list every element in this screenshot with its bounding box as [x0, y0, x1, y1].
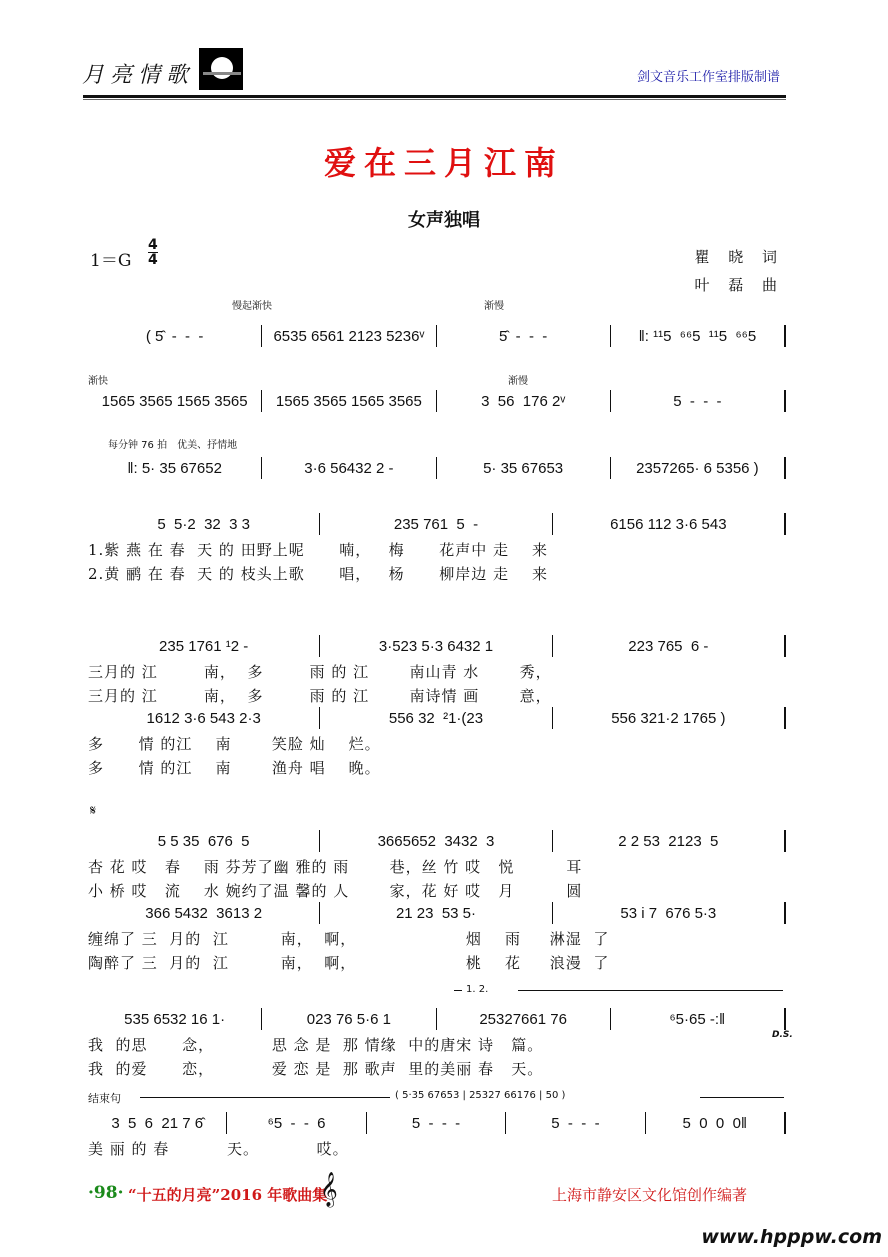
measure: 1565 3565 1565 3565 — [262, 390, 436, 412]
measure: ( 5̂ - - - — [88, 325, 262, 347]
notation-row — [88, 902, 786, 924]
treble-clef-icon: 𝄞 — [320, 1172, 338, 1207]
publisher: 上海市静安区文化馆创作编著 — [552, 1186, 748, 1204]
measure: 3·6 56432 2 - — [262, 457, 436, 479]
measure: 366 5432 3613 2 — [88, 902, 320, 924]
measure: 3 5 6 21 7 6̂ — [88, 1112, 227, 1134]
measure: 5 - - - — [367, 1112, 506, 1134]
lyric-line: 三月的 江 南， 多 雨 的 江 南山青 水 秀， — [88, 663, 552, 681]
lyric-line: 美 丽 的 春 天。 哎。 — [88, 1140, 349, 1158]
lyric-line: 我 的思 念， 思 念 是 那 情缘 中的唐宋 诗 篇。 — [88, 1036, 544, 1054]
measure: 1565 3565 1565 3565 — [88, 390, 262, 412]
studio-credit: 剑文音乐工作室排版制谱 — [636, 70, 780, 85]
notation-row — [88, 1008, 786, 1030]
lyric-line: 三月的 江 南， 多 雨 的 江 南诗情 画 意， — [88, 687, 552, 705]
tempo-mark: 渐快 — [88, 376, 108, 387]
coda-label: 结束句 — [88, 1092, 121, 1105]
logo-moon-icon — [199, 48, 243, 90]
logo-text: 月亮情歌 — [82, 63, 195, 88]
tempo-mark: 慢起渐快 — [232, 301, 272, 312]
notation-row — [88, 325, 786, 347]
measure: 5̂ - - - — [437, 325, 611, 347]
measure: ⁶5 - - 6 — [227, 1112, 366, 1134]
tempo-instruction: 每分钟 76 拍 优美、抒情地 — [108, 440, 238, 451]
measure: 235 1761 ¹2 - — [88, 635, 320, 657]
lyric-line: 陶醉了 三 月的 江 南， 啊， 桃 花 浪漫 了 — [88, 954, 610, 972]
measure: 21 23 53 5· — [320, 902, 552, 924]
measure: 535 6532 16 1· — [88, 1008, 262, 1030]
song-subtitle: 女声独唱 — [408, 210, 480, 231]
composer: 叶 磊 曲 — [694, 276, 784, 294]
measure: 235 761 5 - — [320, 513, 552, 535]
header-rule — [83, 95, 786, 98]
measure: 5 0 0 0‖ — [646, 1112, 786, 1134]
lyric-line: 2.黄 鹂 在 春 天 的 枝头上歌 唱， 杨 柳岸边 走 来 — [88, 565, 549, 583]
tempo-mark: 渐慢 — [508, 376, 528, 387]
measure: 2 2 53 2123 5 — [553, 830, 786, 852]
measure: 2357265· 6 5356 ) — [611, 457, 786, 479]
notation-row — [88, 635, 786, 657]
measure: 25327661 76 — [437, 1008, 611, 1030]
measure: ‖: ¹¹5 ⁶⁶5 ¹¹5 ⁶⁶5 — [611, 325, 786, 347]
lyric-line: 多 情 的江 南 渔舟 唱 晚。 — [88, 759, 381, 777]
time-top: 4 — [148, 237, 158, 253]
volta-mark: 1. 2. — [466, 984, 489, 995]
lyric-line: 我 的爱 恋， 爱 恋 是 那 歌声 里的美丽 春 天。 — [88, 1060, 544, 1078]
watermark: www.hpppw.com — [701, 1226, 882, 1248]
measure: 5 5 35 676 5 — [88, 830, 320, 852]
measure: 3·523 5·3 6432 1 — [320, 635, 552, 657]
measure: ‖: 5· 35 67652 — [88, 457, 262, 479]
book-title: “十五的月亮”2016 年歌曲集 — [128, 1186, 328, 1204]
page-number: ·98· — [88, 1183, 124, 1203]
segno-mark: 𝄋 — [90, 803, 97, 819]
measure: 556 321·2 1765 ) — [553, 707, 786, 729]
measure: ⁶5·65 -:‖ — [611, 1008, 786, 1030]
measure: 556 32 ²1·(23 — [320, 707, 552, 729]
song-title: 爱在三月江南 — [323, 144, 564, 182]
time-signature — [148, 238, 158, 267]
notation-row — [88, 513, 786, 535]
measure: 6156 112 3·6 543 — [553, 513, 786, 535]
header-rule-thin — [83, 99, 786, 100]
measure: 5 - - - — [506, 1112, 645, 1134]
ds-mark: D.S. — [772, 1030, 793, 1040]
measure: 223 765 6 - — [553, 635, 786, 657]
notation-row — [88, 830, 786, 852]
coda-interlude: ( 5·35 67653 | 25327 66176 | 50 ) — [395, 1090, 566, 1101]
measure: 1612 3·6 543 2·3 — [88, 707, 320, 729]
notation-row — [88, 390, 786, 412]
measure: 5 - - - — [611, 390, 786, 412]
notation-row — [88, 457, 786, 479]
measure: 53 i 7 676 5·3 — [553, 902, 786, 924]
lyric-line: 1.紫 燕 在 春 天 的 田野上呢 喃， 梅 花声中 走 来 — [88, 541, 549, 559]
lyric-line: 小 桥 哎 流 水 婉约了温 馨的 人 家，花 好 哎 月 圆 — [88, 882, 583, 900]
lyric-line: 杏 花 哎 春 雨 芬芳了幽 雅的 雨 巷，丝 竹 哎 悦 耳 — [88, 858, 583, 876]
time-bottom: 4 — [148, 252, 158, 268]
lyricist: 瞿 晓 词 — [694, 248, 784, 266]
key-signature: 1＝G — [90, 251, 132, 271]
notation-row — [88, 1112, 786, 1134]
notation-row — [88, 707, 786, 729]
measure: 3665652 3432 3 — [320, 830, 552, 852]
measure: 023 76 5·6 1 — [262, 1008, 436, 1030]
measure: 6535 6561 2123 5236ᵛ — [262, 325, 436, 347]
measure: 3 56 176 2ᵛ — [437, 390, 611, 412]
lyric-line: 多 情 的江 南 笑脸 灿 烂。 — [88, 735, 381, 753]
measure: 5 5·2 32 3 3 — [88, 513, 320, 535]
tempo-mark: 渐慢 — [484, 301, 504, 312]
lyric-line: 缠绵了 三 月的 江 南， 啊， 烟 雨 淋湿 了 — [88, 930, 610, 948]
measure: 5· 35 67653 — [437, 457, 611, 479]
